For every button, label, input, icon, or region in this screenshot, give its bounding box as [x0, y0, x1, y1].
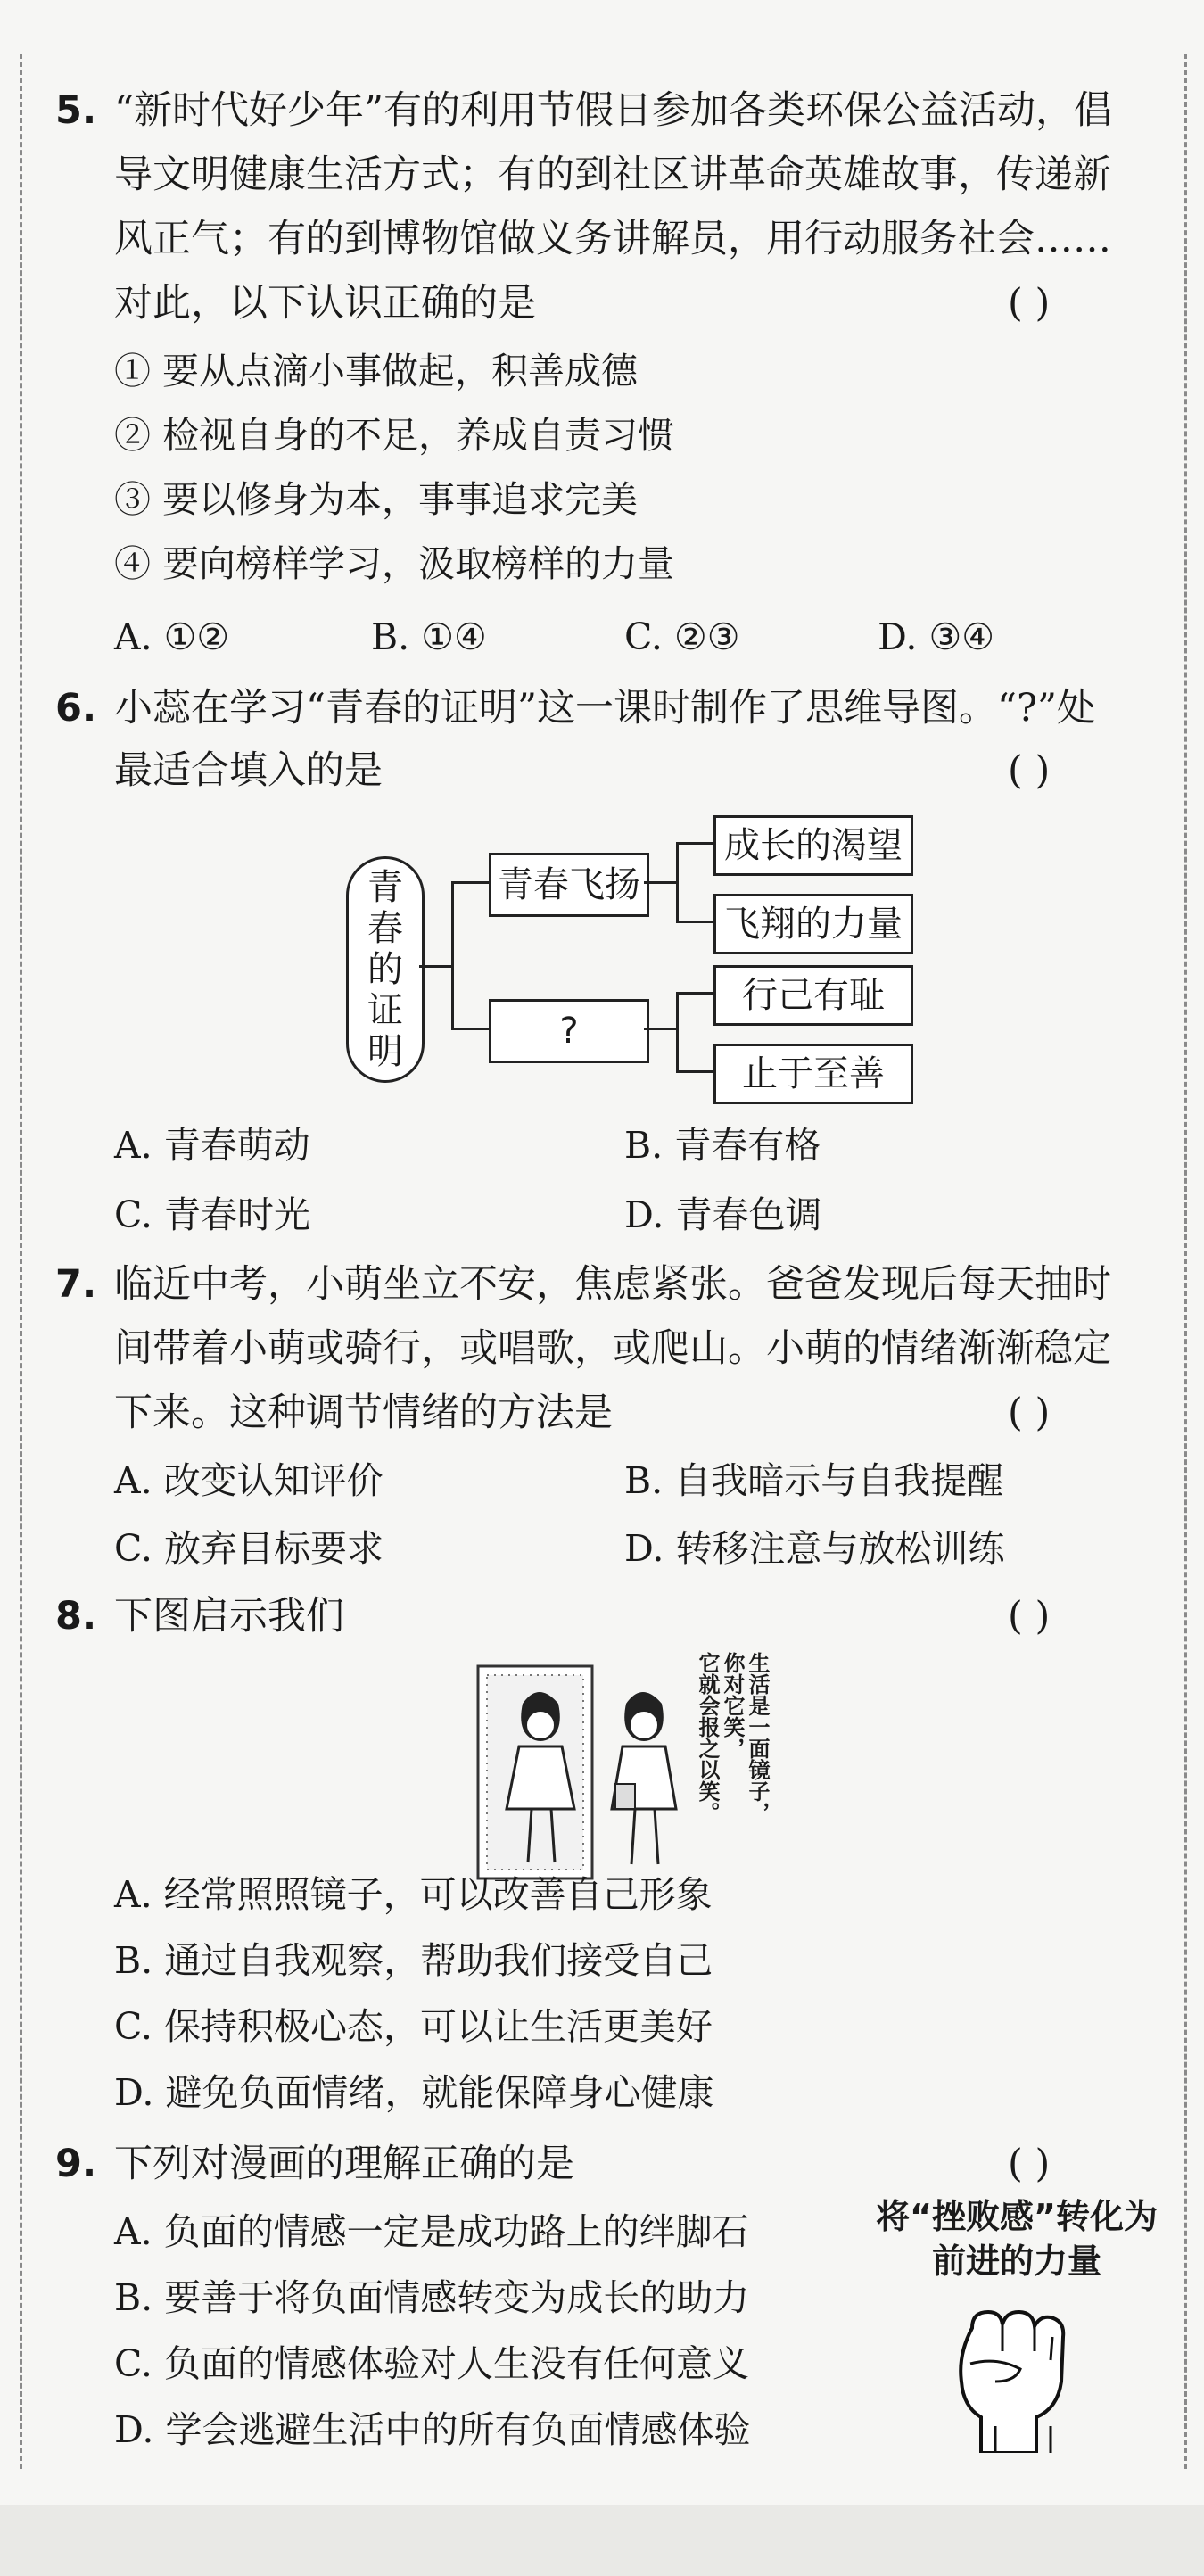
connector [419, 965, 451, 968]
statement: ④ 要向榜样学习，汲取榜样的力量 [114, 542, 675, 585]
connector [451, 881, 454, 1029]
connector [676, 842, 713, 845]
cartoon-caption: 将“挫败感”转化为 前进的力量 [876, 2197, 1158, 2281]
statement: ① 要从点滴小事做起，积善成德 [114, 350, 639, 392]
option-a[interactable]: A. 青春萌动 [114, 1124, 310, 1167]
question-text-line: 下来。这种调节情绪的方法是 [114, 1391, 613, 1435]
question-number: 9. [55, 2142, 97, 2186]
question-number: 8. [55, 1594, 97, 1639]
answer-parentheses: ( ) [1008, 748, 1051, 793]
question-text-line: 下图启示我们 [114, 1594, 344, 1639]
option-b[interactable]: B. 通过自我观察，帮助我们接受自己 [114, 1939, 713, 1982]
mind-map-leaf: 成长的渴望 [713, 815, 913, 876]
answer-parentheses: ( ) [1008, 281, 1051, 326]
question-number: 6. [55, 686, 97, 731]
page-bottom-band [0, 2505, 1204, 2576]
option-d[interactable]: D. 学会逃避生活中的所有负面情感体验 [114, 2408, 751, 2451]
option-c[interactable]: C. 保持积极心态，可以让生活更美好 [114, 2005, 713, 2048]
mind-map-branch-1: 青春飞扬 [489, 853, 649, 917]
question-text-line: “新时代好少年”有的利用节假日参加各类环保公益活动，倡 [114, 88, 1112, 133]
option-b[interactable]: B. 要善于将负面情感转变为成长的助力 [114, 2276, 750, 2319]
option-a[interactable]: A. 改变认知评价 [114, 1459, 383, 1502]
option-c[interactable]: C. ②③ [624, 615, 740, 658]
mirror-cartoon-illustration [473, 1650, 705, 1891]
mind-map-root: 青 春 的 证 明 [346, 856, 425, 1083]
right-binding-line [1184, 54, 1187, 2469]
option-d[interactable]: D. 青春色调 [624, 1193, 822, 1236]
cartoon-caption: 生活是一面镜子， [745, 1652, 770, 1823]
question-text-line: 临近中考，小萌坐立不安，焦虑紧张。爸爸发现后每天抽时 [114, 1262, 1111, 1307]
option-d[interactable]: D. ③④ [878, 615, 994, 658]
connector [676, 842, 679, 922]
question-text-line: 下列对漫画的理解正确的是 [114, 2142, 574, 2186]
question-text-line: 间带着小萌或骑行，或唱歌，或爬山。小萌的情绪渐渐稳定 [114, 1326, 1111, 1371]
option-a[interactable]: A. ①② [114, 615, 230, 658]
option-a[interactable]: A. 经常照照镜子，可以改善自己形象 [114, 1873, 713, 1916]
option-c[interactable]: C. 青春时光 [114, 1193, 310, 1236]
statement: ③ 要以修身为本，事事追求完美 [114, 478, 639, 521]
question-number: 5. [55, 88, 97, 133]
question-text-line: 最适合填入的是 [114, 748, 383, 793]
connector [644, 881, 676, 884]
connector [451, 881, 489, 884]
mind-map-leaf: 行己有耻 [713, 965, 913, 1026]
connector [676, 992, 679, 1072]
option-a[interactable]: A. 负面的情感一定是成功路上的绊脚石 [114, 2210, 749, 2253]
connector [451, 1028, 489, 1030]
question-text-line: 小蕊在学习“青春的证明”这一课时制作了思维导图。“?”处 [114, 686, 1095, 731]
connector [644, 1028, 676, 1030]
answer-parentheses: ( ) [1008, 1391, 1051, 1435]
question-number: 7. [55, 1262, 97, 1307]
connector [676, 1070, 713, 1073]
option-c[interactable]: C. 负面的情感体验对人生没有任何意义 [114, 2342, 749, 2385]
question-text-line: 风正气；有的到博物馆做义务讲解员，用行动服务社会…… [114, 217, 1111, 261]
question-text-line: 对此，以下认识正确的是 [114, 281, 536, 326]
fist-icon [945, 2292, 1088, 2453]
option-d[interactable]: D. 转移注意与放松训练 [624, 1527, 1005, 1570]
connector [676, 992, 713, 995]
statement: ② 检视自身的不足，养成自责习惯 [114, 414, 675, 457]
answer-parentheses: ( ) [1008, 1594, 1051, 1639]
question-text-line: 导文明健康生活方式；有的到社区讲革命英雄故事，传递新 [114, 153, 1111, 197]
mind-map-branch-blank: ? [489, 999, 649, 1063]
option-b[interactable]: B. 自我暗示与自我提醒 [624, 1459, 1004, 1502]
answer-parentheses: ( ) [1008, 2142, 1051, 2186]
connector [676, 921, 713, 923]
mind-map-leaf: 止于至善 [713, 1044, 913, 1104]
option-b[interactable]: B. ①④ [371, 615, 487, 658]
option-b[interactable]: B. 青春有格 [624, 1124, 821, 1167]
left-binding-line [20, 54, 22, 2469]
option-d[interactable]: D. 避免负面情绪，就能保障身心健康 [114, 2071, 714, 2114]
mind-map-leaf: 飞翔的力量 [713, 894, 913, 954]
cartoon-caption: 你对它笑， [720, 1652, 745, 1759]
cartoon-caption: 它就会报之以笑。 [695, 1652, 720, 1823]
option-c[interactable]: C. 放弃目标要求 [114, 1527, 383, 1570]
